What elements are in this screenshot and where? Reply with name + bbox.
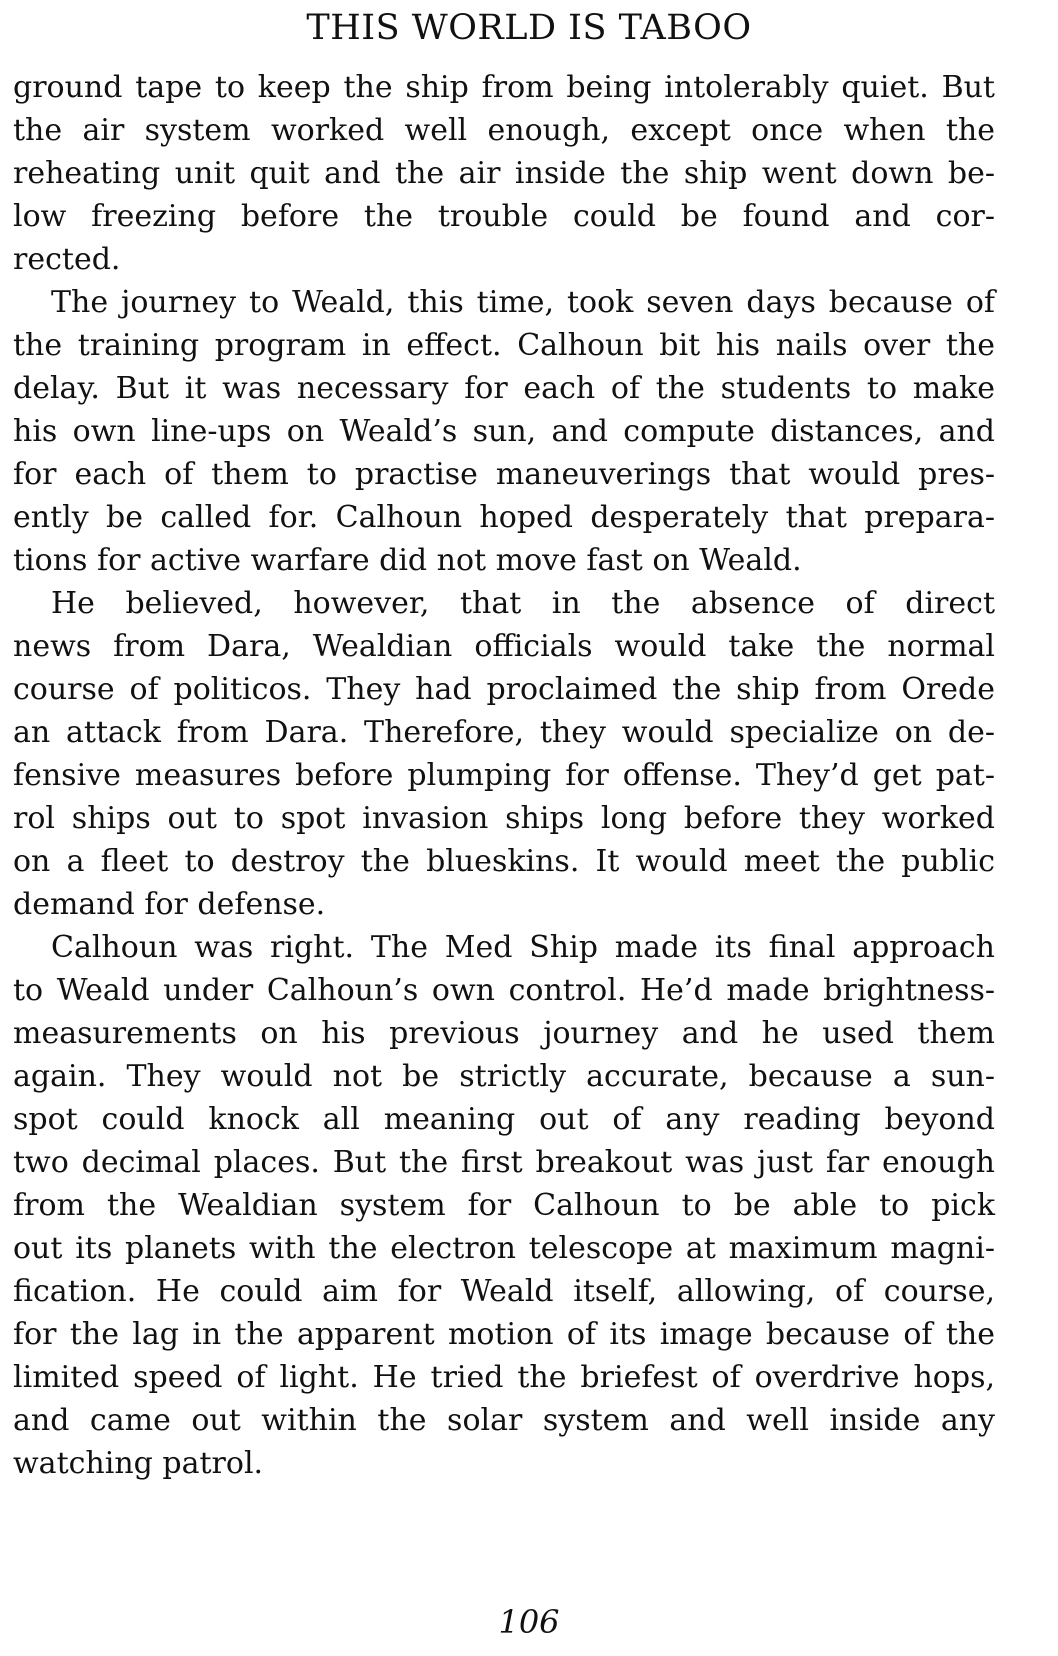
text-line: from the Wealdian system for Calhoun to be able to pick — [13, 1188, 995, 1223]
text-line: rol ships out to spot invasion ships long before they worked — [13, 801, 995, 836]
text-line: limited speed of light. He tried the briefest of overdrive hops, — [13, 1360, 995, 1395]
text-line: news from Dara, Wealdian officials would take the normal — [13, 629, 995, 664]
text-line: delay. But it was necessary for each of the students to make — [13, 371, 995, 406]
text-line: for the lag in the apparent motion of its image because of the — [13, 1317, 995, 1352]
text-line: an attack from Dara. Therefore, they would specialize on de- — [13, 715, 995, 750]
text-line: out its planets with the electron telescope at maximum magni- — [13, 1231, 995, 1266]
paragraph — [13, 926, 995, 1485]
text-line: and came out within the solar system and well inside any — [13, 1403, 995, 1438]
text-line: The journey to Weald, this time, took seven days because of — [51, 285, 995, 320]
text-line: the training program in effect. Calhoun bit his nails over the — [13, 328, 995, 363]
paragraph — [13, 281, 995, 582]
text-line: again. They would not be strictly accurate, because a sun- — [13, 1059, 995, 1094]
text-line: ently be called for. Calhoun hoped desperately that prepara- — [13, 500, 995, 535]
text-line: demand for defense. — [13, 887, 326, 922]
text-line: on a fleet to destroy the blueskins. It would meet the public — [13, 844, 995, 879]
text-line: his own line-ups on Weald’s sun, and compute distances, and — [13, 414, 995, 449]
running-head: THIS WORLD IS TABOO — [306, 8, 752, 48]
text-line: fication. He could aim for Weald itself, allowing, of course, — [13, 1274, 995, 1309]
text-line: two decimal places. But the first breakout was just far enough — [13, 1145, 995, 1180]
text-line: fensive measures before plumping for offense. They’d get pat- — [13, 758, 995, 793]
text-line: rected. — [13, 242, 121, 277]
text-line: the air system worked well enough, except once when the — [13, 113, 995, 148]
text-line: course of politicos. They had proclaimed the ship from Orede — [13, 672, 995, 707]
text-line: watching patrol. — [13, 1446, 264, 1481]
text-line: ground tape to keep the ship from being intolerably quiet. But — [13, 70, 995, 105]
text-line: He believed, however, that in the absence of direct — [51, 586, 995, 621]
text-line: Calhoun was right. The Med Ship made its final approach — [51, 930, 995, 965]
text-line: for each of them to practise maneuverings that would pres- — [13, 457, 995, 492]
text-line: measurements on his previous journey and he used them — [13, 1016, 995, 1051]
page-number: 106 — [498, 1603, 560, 1641]
text-line: low freezing before the trouble could be found and cor- — [13, 199, 995, 234]
text-line: reheating unit quit and the air inside the ship went down be- — [13, 156, 995, 191]
text-line: spot could knock all meaning out of any reading beyond — [13, 1102, 995, 1137]
body-text — [13, 66, 995, 1485]
paragraph — [13, 582, 995, 926]
text-line: tions for active warfare did not move fast on Weald. — [13, 543, 802, 578]
paragraph — [13, 66, 995, 281]
text-line: to Weald under Calhoun’s own control. He’d made brightness- — [13, 973, 995, 1008]
